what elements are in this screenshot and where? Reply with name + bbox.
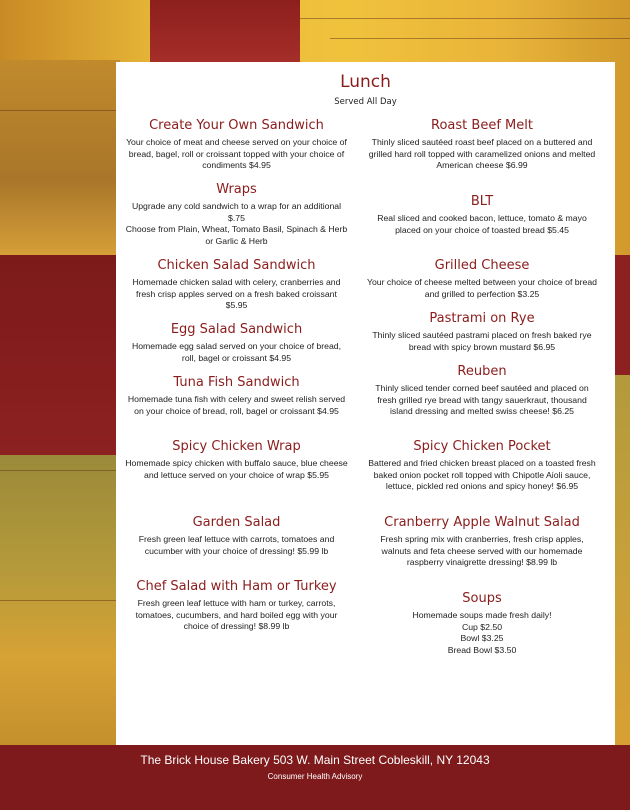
item-description: Fresh spring mix with cranberries, fresh crisp apples, walnuts and feta cheese served with our homemade raspberry vinaigrette dressing! $8.99 lb: [380, 534, 584, 567]
item-name: Egg Salad Sandwich: [170, 322, 303, 337]
item-name: Chicken Salad Sandwich: [157, 258, 316, 273]
menu-item: [366, 438, 598, 493]
menu-item: [366, 193, 598, 236]
item-description: Homemade tuna fish with celery and sweet relish served on your choice of bread, roll, bagel or croissant $4.95: [127, 394, 346, 416]
item-name: BLT: [470, 194, 494, 209]
menu-item: [366, 117, 598, 172]
item-description: Homemade chicken salad with celery, cranberries and fresh crisp apples served on a fresh baked croissant $5.95: [132, 277, 341, 310]
item-description: Homemade soups made fresh daily! Cup $2.50 Bowl $3.25 Bread Bowl $3.50: [412, 610, 552, 655]
item-name: Reuben: [457, 364, 507, 379]
item-name: Spicy Chicken Wrap: [172, 439, 301, 454]
menu-item: [124, 181, 349, 247]
item-name: Pastrami on Rye: [429, 311, 535, 326]
item-name: Wraps: [216, 182, 257, 197]
item-name: Soups: [462, 591, 502, 606]
item-name: Create Your Own Sandwich: [149, 118, 324, 133]
item-description: Fresh green leaf lettuce with ham or turkey, carrots, tomatoes, cucumbers, and hard boiled egg with your choice of dressing! $8.99 lb: [135, 598, 338, 631]
footer: [0, 745, 630, 810]
menu-subtitle: Served All Day: [334, 97, 397, 107]
menu-item: [124, 578, 349, 633]
menu-item: [124, 321, 349, 364]
menu-item: [124, 514, 349, 557]
item-name: Roast Beef Melt: [431, 118, 533, 133]
menu-item: [124, 438, 349, 481]
item-description: Thinly sliced sautéed roast beef placed on a buttered and grilled hard roll topped with caramelized onions and melted American cheese $6.99: [368, 137, 596, 170]
item-name: Spicy Chicken Pocket: [413, 439, 551, 454]
menu-item: [366, 363, 598, 418]
item-description: Homemade spicy chicken with buffalo sauce, blue cheese and lettuce served on your choice of wrap $5.95: [125, 458, 348, 480]
bakery-address: The Brick House Bakery 503 W. Main Street Cobleskill, NY 12043: [140, 753, 490, 767]
menu-item: [124, 257, 349, 312]
menu-item: [366, 590, 598, 656]
item-name: Tuna Fish Sandwich: [173, 375, 300, 390]
item-name: Garden Salad: [192, 515, 281, 530]
item-description: Battered and fried chicken breast placed on a toasted fresh baked onion pocket roll topped with Chipotle Aioli sauce, lettuce, pickled red onions and spicy honey! $6.95: [368, 458, 596, 491]
item-description: Your choice of meat and cheese served on your choice of bread, bagel, roll or croissant topped with your choice of condiments $4.95: [126, 137, 347, 170]
health-advisory-link[interactable]: Consumer Health Advisory: [267, 772, 363, 781]
item-description: Real sliced and cooked bacon, lettuce, tomato & mayo placed on your choice of toasted bread $5.45: [377, 213, 587, 235]
menu-title: Lunch: [340, 72, 391, 92]
item-description: Fresh green leaf lettuce with carrots, tomatoes and cucumber with your choice of dressing! $5.99 lb: [138, 534, 335, 556]
item-description: Your choice of cheese melted between your choice of bread and grilled to perfection $3.25: [366, 277, 598, 299]
menu-item: [366, 514, 598, 569]
item-name: Chef Salad with Ham or Turkey: [136, 579, 337, 594]
item-description: Thinly sliced sautéed pastrami placed on fresh baked rye bread with spicy brown mustard $6.95: [372, 330, 592, 352]
menu-item: [366, 310, 598, 353]
item-description: Thinly sliced tender corned beef sautéed and placed on fresh grilled rye bread with tangy sauerkraut, thousand island dressing and melted swiss cheese! $6.25: [375, 383, 589, 416]
menu-item: [366, 257, 598, 300]
item-description: Homemade egg salad served on your choice of bread, roll, bagel or croissant $4.95: [131, 341, 342, 363]
item-description: Upgrade any cold sandwich to a wrap for an additional $.75 Choose from Plain, Wheat, Tomato Basil, Spinach & Herb or Garlic & Herb: [125, 201, 348, 246]
menu-item: [124, 117, 349, 172]
item-name: Grilled Cheese: [434, 258, 530, 273]
menu-item: [124, 374, 349, 417]
menu-page: [116, 62, 615, 746]
item-name: Cranberry Apple Walnut Salad: [384, 515, 580, 530]
